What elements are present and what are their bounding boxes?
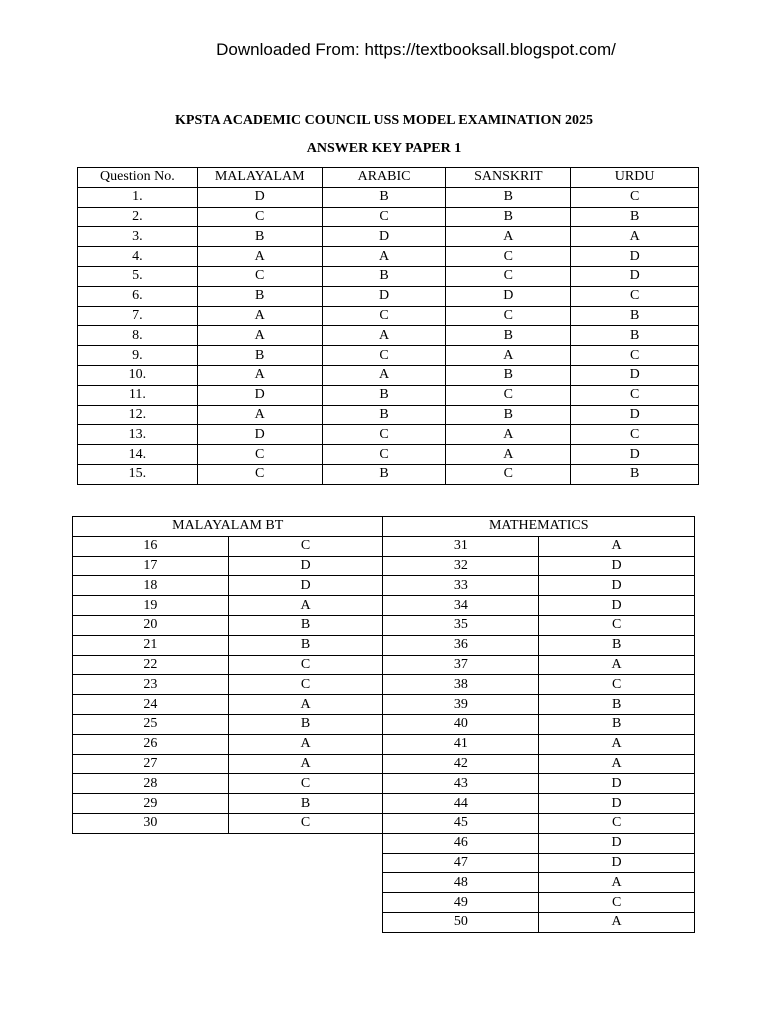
question-number: 14. [78, 445, 198, 465]
answer-cell: C [539, 893, 695, 913]
mathematics-header: MATHEMATICS [383, 517, 695, 537]
question-number: 42 [383, 754, 539, 774]
answer-cell: C [228, 655, 383, 675]
question-number: 12. [78, 405, 198, 425]
table-row [73, 655, 695, 675]
question-number: 40 [383, 714, 539, 734]
table-row [78, 385, 699, 405]
question-number: 31 [383, 536, 539, 556]
table-row [73, 873, 695, 893]
answer-cell: D [322, 286, 446, 306]
answer-cell: D [197, 385, 322, 405]
answer-cell: C [322, 425, 446, 445]
table-row [73, 714, 695, 734]
table-row [73, 833, 695, 853]
answer-cell: B [228, 794, 383, 814]
answer-cell: C [446, 306, 571, 326]
answer-cell: C [571, 425, 699, 445]
answer-cell: B [446, 405, 571, 425]
answer-cell: A [322, 365, 446, 385]
answer-cell: C [446, 247, 571, 267]
answer-key-table-languages [77, 167, 699, 485]
question-number: 18 [73, 576, 229, 596]
question-number: 44 [383, 794, 539, 814]
question-number: 22 [73, 655, 229, 675]
answer-cell: A [228, 596, 383, 616]
answer-cell: B [322, 385, 446, 405]
answer-cell: B [446, 365, 571, 385]
answer-cell: A [539, 655, 695, 675]
answer-cell: A [228, 754, 383, 774]
answer-cell: A [571, 227, 699, 247]
table-row [73, 675, 695, 695]
answer-cell: B [197, 286, 322, 306]
table-row [78, 425, 699, 445]
answer-cell: A [539, 536, 695, 556]
question-number: 17 [73, 556, 229, 576]
answer-cell: A [197, 326, 322, 346]
question-number: 6. [78, 286, 198, 306]
answer-cell: C [571, 286, 699, 306]
answer-cell: B [322, 266, 446, 286]
answer-cell: C [571, 385, 699, 405]
malayalam-bt-header: MALAYALAM BT [73, 517, 383, 537]
answer-cell: C [197, 445, 322, 465]
question-number: 38 [383, 675, 539, 695]
answer-cell: B [571, 326, 699, 346]
answer-cell: A [446, 445, 571, 465]
question-number: 25 [73, 714, 229, 734]
table-row [73, 695, 695, 715]
empty-cell [73, 893, 229, 913]
question-number: 33 [383, 576, 539, 596]
answer-cell: B [228, 615, 383, 635]
answer-cell: A [446, 425, 571, 445]
answer-cell: B [571, 207, 699, 227]
question-number: 34 [383, 596, 539, 616]
table-row [73, 635, 695, 655]
answer-cell: C [446, 464, 571, 484]
question-number: 27 [73, 754, 229, 774]
answer-cell: C [322, 207, 446, 227]
answer-cell: A [322, 326, 446, 346]
table-row [78, 266, 699, 286]
question-number: 48 [383, 873, 539, 893]
answer-cell: A [446, 346, 571, 366]
answer-cell: C [539, 615, 695, 635]
question-number: 39 [383, 695, 539, 715]
question-number: 29 [73, 794, 229, 814]
answer-cell: B [228, 714, 383, 734]
answer-cell: C [322, 445, 446, 465]
column-header: Question No. [78, 168, 198, 188]
table-row [78, 365, 699, 385]
answer-cell: C [446, 266, 571, 286]
answer-cell: C [228, 536, 383, 556]
question-number: 45 [383, 813, 539, 833]
answer-cell: D [539, 794, 695, 814]
column-header: URDU [571, 168, 699, 188]
column-header: MALAYALAM [197, 168, 322, 188]
question-number: 46 [383, 833, 539, 853]
answer-cell: B [322, 464, 446, 484]
answer-cell: D [571, 365, 699, 385]
table-row [78, 405, 699, 425]
question-number: 23 [73, 675, 229, 695]
answer-cell: C [197, 266, 322, 286]
answer-cell: D [539, 556, 695, 576]
answer-cell: A [197, 365, 322, 385]
answer-cell: D [228, 576, 383, 596]
answer-cell: B [446, 326, 571, 346]
question-number: 13. [78, 425, 198, 445]
answer-cell: D [571, 445, 699, 465]
table-row [73, 853, 695, 873]
answer-cell: B [228, 635, 383, 655]
answer-cell: B [571, 464, 699, 484]
answer-cell: B [446, 207, 571, 227]
table-row [78, 306, 699, 326]
answer-cell: C [539, 813, 695, 833]
download-source-text: Downloaded From: https://textbooksall.blogspot.com/ [216, 40, 616, 59]
table-row [78, 187, 699, 207]
answer-cell: B [539, 635, 695, 655]
answer-cell: C [571, 187, 699, 207]
question-number: 47 [383, 853, 539, 873]
answer-cell: A [446, 227, 571, 247]
table-row [78, 445, 699, 465]
table-row [73, 754, 695, 774]
column-header: SANSKRIT [446, 168, 571, 188]
table-row [78, 326, 699, 346]
question-number: 35 [383, 615, 539, 635]
empty-cell [73, 853, 229, 873]
answer-cell: D [539, 576, 695, 596]
table-row [73, 536, 695, 556]
answer-cell: A [228, 695, 383, 715]
table-header-row [73, 517, 695, 537]
question-number: 9. [78, 346, 198, 366]
answer-cell: A [197, 405, 322, 425]
table-row [73, 596, 695, 616]
table-row [73, 576, 695, 596]
question-number: 8. [78, 326, 198, 346]
answer-cell: D [571, 266, 699, 286]
empty-cell [73, 833, 229, 853]
answer-key-table-bt-maths [72, 516, 695, 933]
table-row [78, 286, 699, 306]
answer-cell: B [539, 714, 695, 734]
table-row [78, 207, 699, 227]
answer-cell: C [446, 385, 571, 405]
answer-cell: D [197, 425, 322, 445]
question-number: 28 [73, 774, 229, 794]
question-number: 41 [383, 734, 539, 754]
answer-cell: D [539, 596, 695, 616]
answer-cell: C [228, 774, 383, 794]
question-number: 4. [78, 247, 198, 267]
question-number: 37 [383, 655, 539, 675]
answer-cell: C [322, 306, 446, 326]
answer-cell: B [197, 346, 322, 366]
answer-cell: C [197, 464, 322, 484]
table-row [73, 615, 695, 635]
question-number: 20 [73, 615, 229, 635]
answer-cell: B [571, 306, 699, 326]
question-number: 19 [73, 596, 229, 616]
empty-cell [228, 893, 383, 913]
answer-cell: A [539, 873, 695, 893]
answer-cell: B [539, 695, 695, 715]
empty-cell [228, 912, 383, 932]
question-number: 36 [383, 635, 539, 655]
answer-cell: A [539, 734, 695, 754]
answer-cell: A [322, 247, 446, 267]
answer-cell: A [228, 734, 383, 754]
table-row [73, 774, 695, 794]
table-row [78, 464, 699, 484]
answer-cell: C [197, 207, 322, 227]
answer-cell: C [571, 346, 699, 366]
answer-cell: D [197, 187, 322, 207]
table-row [78, 346, 699, 366]
question-number: 11. [78, 385, 198, 405]
empty-cell [73, 912, 229, 932]
answer-cell: D [446, 286, 571, 306]
answer-cell: B [446, 187, 571, 207]
table-row [73, 893, 695, 913]
question-number: 43 [383, 774, 539, 794]
answer-cell: B [197, 227, 322, 247]
answer-cell: B [322, 187, 446, 207]
answer-cell: D [571, 405, 699, 425]
question-number: 26 [73, 734, 229, 754]
question-number: 21 [73, 635, 229, 655]
table-row [78, 227, 699, 247]
answer-cell: D [322, 227, 446, 247]
question-number: 2. [78, 207, 198, 227]
answer-cell: D [571, 247, 699, 267]
table-header-row [78, 168, 699, 188]
answer-cell: D [539, 774, 695, 794]
table-row [73, 912, 695, 932]
table-row [78, 247, 699, 267]
table-row [73, 813, 695, 833]
answer-cell: C [228, 813, 383, 833]
empty-cell [228, 853, 383, 873]
answer-cell: D [539, 853, 695, 873]
table-row [73, 556, 695, 576]
question-number: 50 [383, 912, 539, 932]
answer-cell: B [322, 405, 446, 425]
question-number: 30 [73, 813, 229, 833]
question-number: 16 [73, 536, 229, 556]
answer-cell: A [197, 306, 322, 326]
answer-key-subtitle: ANSWER KEY PAPER 1 [306, 141, 462, 156]
empty-cell [228, 873, 383, 893]
answer-cell: C [228, 675, 383, 695]
question-number: 3. [78, 227, 198, 247]
empty-cell [228, 833, 383, 853]
answer-cell: C [539, 675, 695, 695]
question-number: 49 [383, 893, 539, 913]
empty-cell [73, 873, 229, 893]
question-number: 1. [78, 187, 198, 207]
question-number: 5. [78, 266, 198, 286]
answer-cell: C [322, 346, 446, 366]
exam-title: KPSTA ACADEMIC COUNCIL USS MODEL EXAMINATION 2025 [175, 113, 593, 128]
answer-cell: A [197, 247, 322, 267]
question-number: 7. [78, 306, 198, 326]
question-number: 10. [78, 365, 198, 385]
question-number: 24 [73, 695, 229, 715]
answer-cell: A [539, 754, 695, 774]
answer-cell: A [539, 912, 695, 932]
question-number: 15. [78, 464, 198, 484]
answer-cell: D [228, 556, 383, 576]
question-number: 32 [383, 556, 539, 576]
answer-cell: D [539, 833, 695, 853]
table-row [73, 794, 695, 814]
table-row [73, 734, 695, 754]
column-header: ARABIC [322, 168, 446, 188]
